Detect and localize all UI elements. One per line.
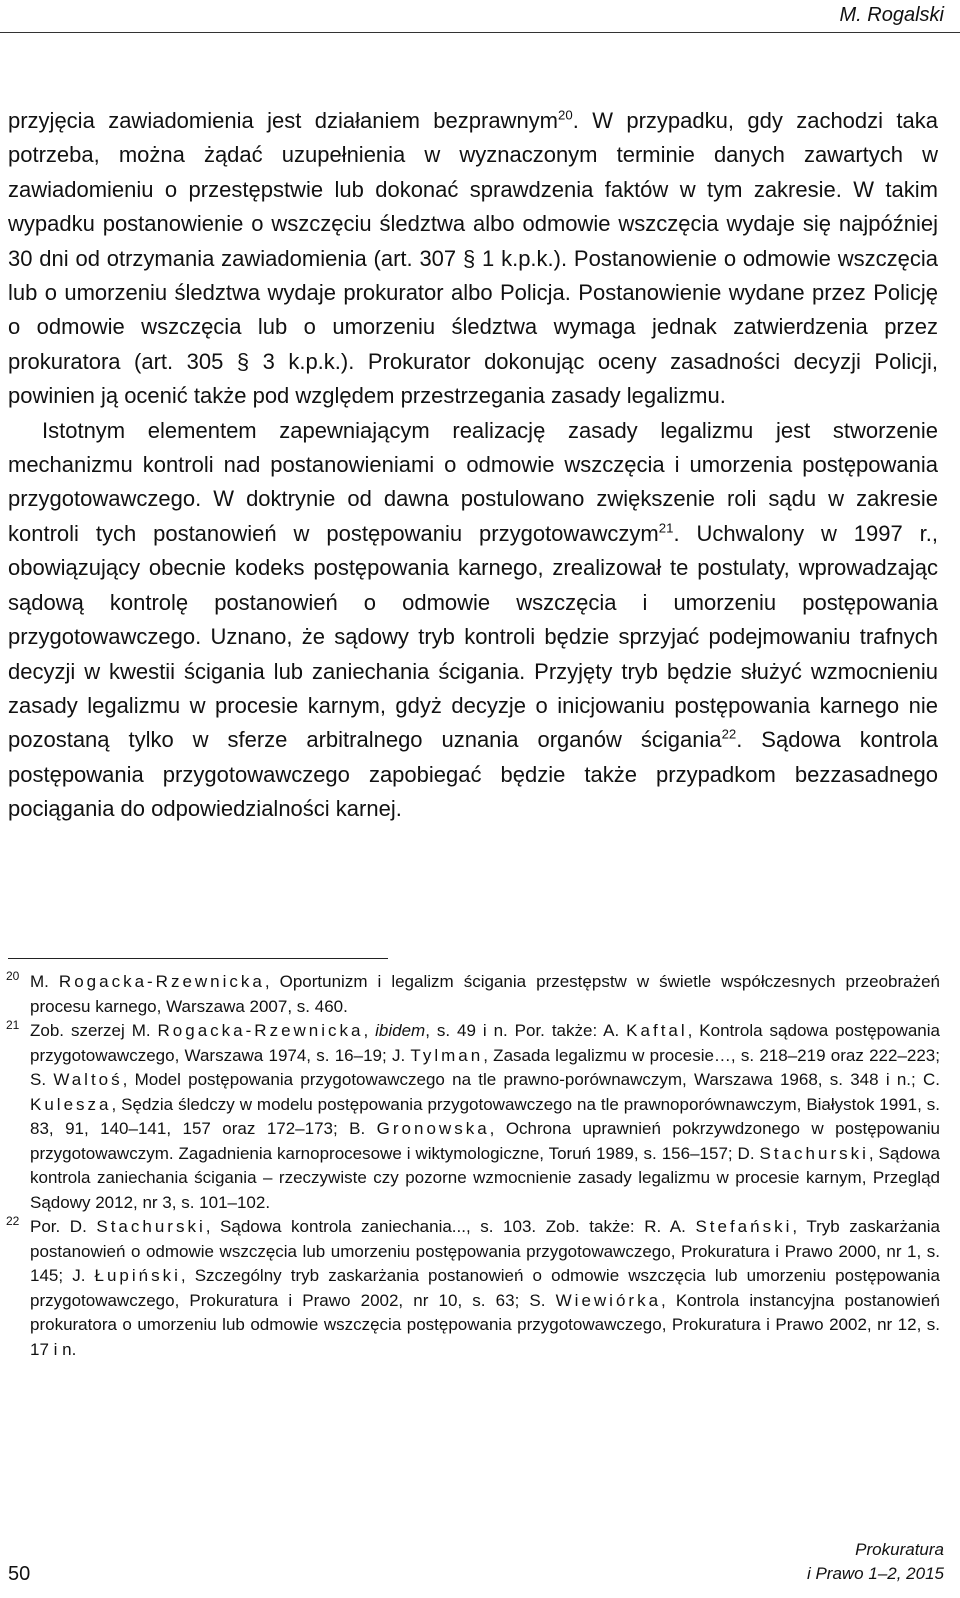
- body-paragraph: [8, 104, 938, 414]
- footnote: [0, 1215, 940, 1362]
- author-name: Łupiński: [94, 1266, 181, 1285]
- author-name: Rogacka-Rzewnicka: [157, 1021, 364, 1040]
- author-name: Stachurski: [759, 1143, 869, 1163]
- author-name: Stefański: [695, 1217, 793, 1236]
- text-run: M.: [30, 972, 59, 991]
- body-paragraph: [8, 414, 938, 827]
- footnote-number: 20: [6, 969, 20, 983]
- text-run: , Model postępowania przygotowawczego na tle prawno-porównawczym, Warszawa 1968, s. 348 i n.; C.: [122, 1070, 940, 1089]
- text-run: . Sądowa kontrola postępowania przygotowawczego zapobiegać będzie także przypadkom bezzasadnego pociągania do odpowiedzialności karnej.: [8, 727, 939, 822]
- italic-term: ibidem: [375, 1021, 426, 1040]
- author-name: Kaftal: [626, 1021, 688, 1040]
- text-run: ,: [363, 1021, 376, 1040]
- footnotes: [0, 970, 940, 1362]
- text-run: , Sądowa kontrola zaniechania..., s. 103. Zob. także: R. A.: [205, 1217, 696, 1236]
- text-run: Istotnym elementem zapewniającym realizację zasady legalizmu jest stworzenie mechanizmu kontroli nad postanowieniami o odmowie wszczęcia i umorzenia postępowania przygotowawczego. W doktrynie od dawna postulowano zwiększenie roli sądu w zakresie kontroli tych postanowień w postępowaniu przygotowawczym: [8, 417, 938, 546]
- text-run: , Tryb zaskarżania postanowień o odmowie wszczęcia lub umorzeniu postępowania przygotowawczego, Prokuratura i Prawo 2000, nr 1, s. 145; J.: [30, 1217, 940, 1285]
- text-run: . Uchwalony w 1997 r., obowiązujący obecnie kodeks postępowania karnego, zrealizował te postulaty, wprowadzając sądową kontrolę postanowień o odmowie wszczęcia i umorzeniu postępowania przygotowawczego. Uznano, że sądowy tryb kontroli będzie sprzyjać podejmowaniu trafnych decyzji w kwestii ścigania lub zaniechania ścigania. Przyjęty tryb będzie służyć wzmocnieniu zasady legalizmu w procesie karnym, gdyż decyzje o inicjowaniu postępowania karnego nie pozostaną tylko w sferze arbitralnego uznania organów ścigania: [8, 520, 938, 753]
- author-name: Waltoś: [53, 1070, 123, 1089]
- footnote: [0, 970, 940, 1019]
- author-name: Kulesza: [30, 1094, 112, 1114]
- text-run: przyjęcia zawiadomienia jest działaniem bezprawnym: [8, 108, 559, 133]
- journal-title: Prokuratura: [855, 1540, 944, 1559]
- text-run: , Szczególny tryb zaskarżania postanowień o odmowie wszczęcia lub umorzeniu postępowania przygotowawczego, Prokuratura i Prawo 2002, nr 10, s. 63; S.: [30, 1266, 940, 1310]
- footnote-separator: [8, 958, 388, 959]
- text-run: . W przypadku, gdy zachodzi taka potrzeba, można żądać uzupełnienia w wyznaczonym terminie danych zawartych w zawiadomieniu o przestępstwie lub dokonać sprawdzenia faktów w tym zakresie. W takim wypadku postanowienie o wszczęciu śledztwa albo odmowie wszczęcia wydaje się najpóźniej 30 dni od otrzymania zawiadomienia (art. 307 § 1 k.p.k.). Postanowienie o odmowie wszczęcia lub o umorzeniu śledztwa wydaje prokurator albo Policja. Postanowienie wydane przez Policję o odmowie wszczęcia lub o umorzeniu śledztwa wymaga jednak zatwierdzenia przez prokuratora (art. 305 § 3 k.p.k.). Prokurator dokonując oceny zasadności decyzji Policji, powinien ją ocenić także pod względem przestrzegania zasady legalizmu.: [8, 108, 939, 409]
- journal-issue: i Prawo 1–2, 2015: [806, 1564, 944, 1583]
- author-name: Rogacka-Rzewnicka: [58, 972, 265, 991]
- main-text: [8, 104, 938, 827]
- text-run: , Kontrola sądowa postępowania przygotowawczego, Warszawa 1974, s. 16–19; J.: [30, 1021, 940, 1065]
- author-name: Wiewiórka: [555, 1290, 662, 1310]
- footnote-reference: 20: [558, 107, 573, 123]
- text-run: , Oportunizm i legalizm ścigania przestępstw w świetle współczesnych przeobrażeń procesu karnego, Warszawa 2007, s. 460.: [30, 972, 941, 1016]
- author-name: Tylman: [410, 1045, 484, 1065]
- page-number: 50: [8, 1563, 31, 1585]
- text-run: , Sądowa kontrola zaniechania ścigania – rzeczywiste czy pozorne wzmocnienie zasady legalizmu w procesie karnym, Przegląd Sądowy 2012, nr 3, s. 101–102.: [30, 1143, 940, 1212]
- text-run: , Sędzia śledczy w modelu postępowania przygotowawczego na tle prawnoporównawczym, Białystok 1991, s. 83, 91, 140–141, 157 oraz 172–173; B.: [30, 1094, 940, 1138]
- text-run: , s. 49 i n. Por. także: A.: [425, 1021, 627, 1040]
- text-run: , Kontrola instancyjna postanowień prokuratora o umorzeniu lub odmowie wszczęcia postępowania przygotowawczego, Prokuratura i Prawo 2002, nr 12, s. 17 i n.: [30, 1290, 940, 1359]
- footnote-reference: 21: [658, 520, 674, 536]
- journal-info: [807, 1538, 944, 1586]
- text-run: , Ochrona uprawnień pokrzywdzonego w postępowaniu przygotowawczym. Zagadnienia karnoprocesowe i wiktymologiczne, Toruń 1989, s. 156–157; D.: [30, 1119, 940, 1163]
- author-name: Gronowska: [376, 1119, 490, 1138]
- text-run: , Zasada legalizmu w procesie…, s. 218–219 oraz 222–223; S.: [30, 1045, 940, 1089]
- text-run: Zob. szerzej M.: [30, 1021, 158, 1040]
- header-author: M. Rogalski: [839, 4, 944, 26]
- footnote-reference: 22: [721, 726, 737, 742]
- footnote: [0, 1019, 940, 1215]
- author-name: Stachurski: [96, 1217, 206, 1236]
- footnote-number: 21: [6, 1018, 20, 1032]
- footnote-number: 22: [6, 1214, 20, 1228]
- running-header: [0, 0, 960, 33]
- text-run: Por. D.: [30, 1217, 97, 1236]
